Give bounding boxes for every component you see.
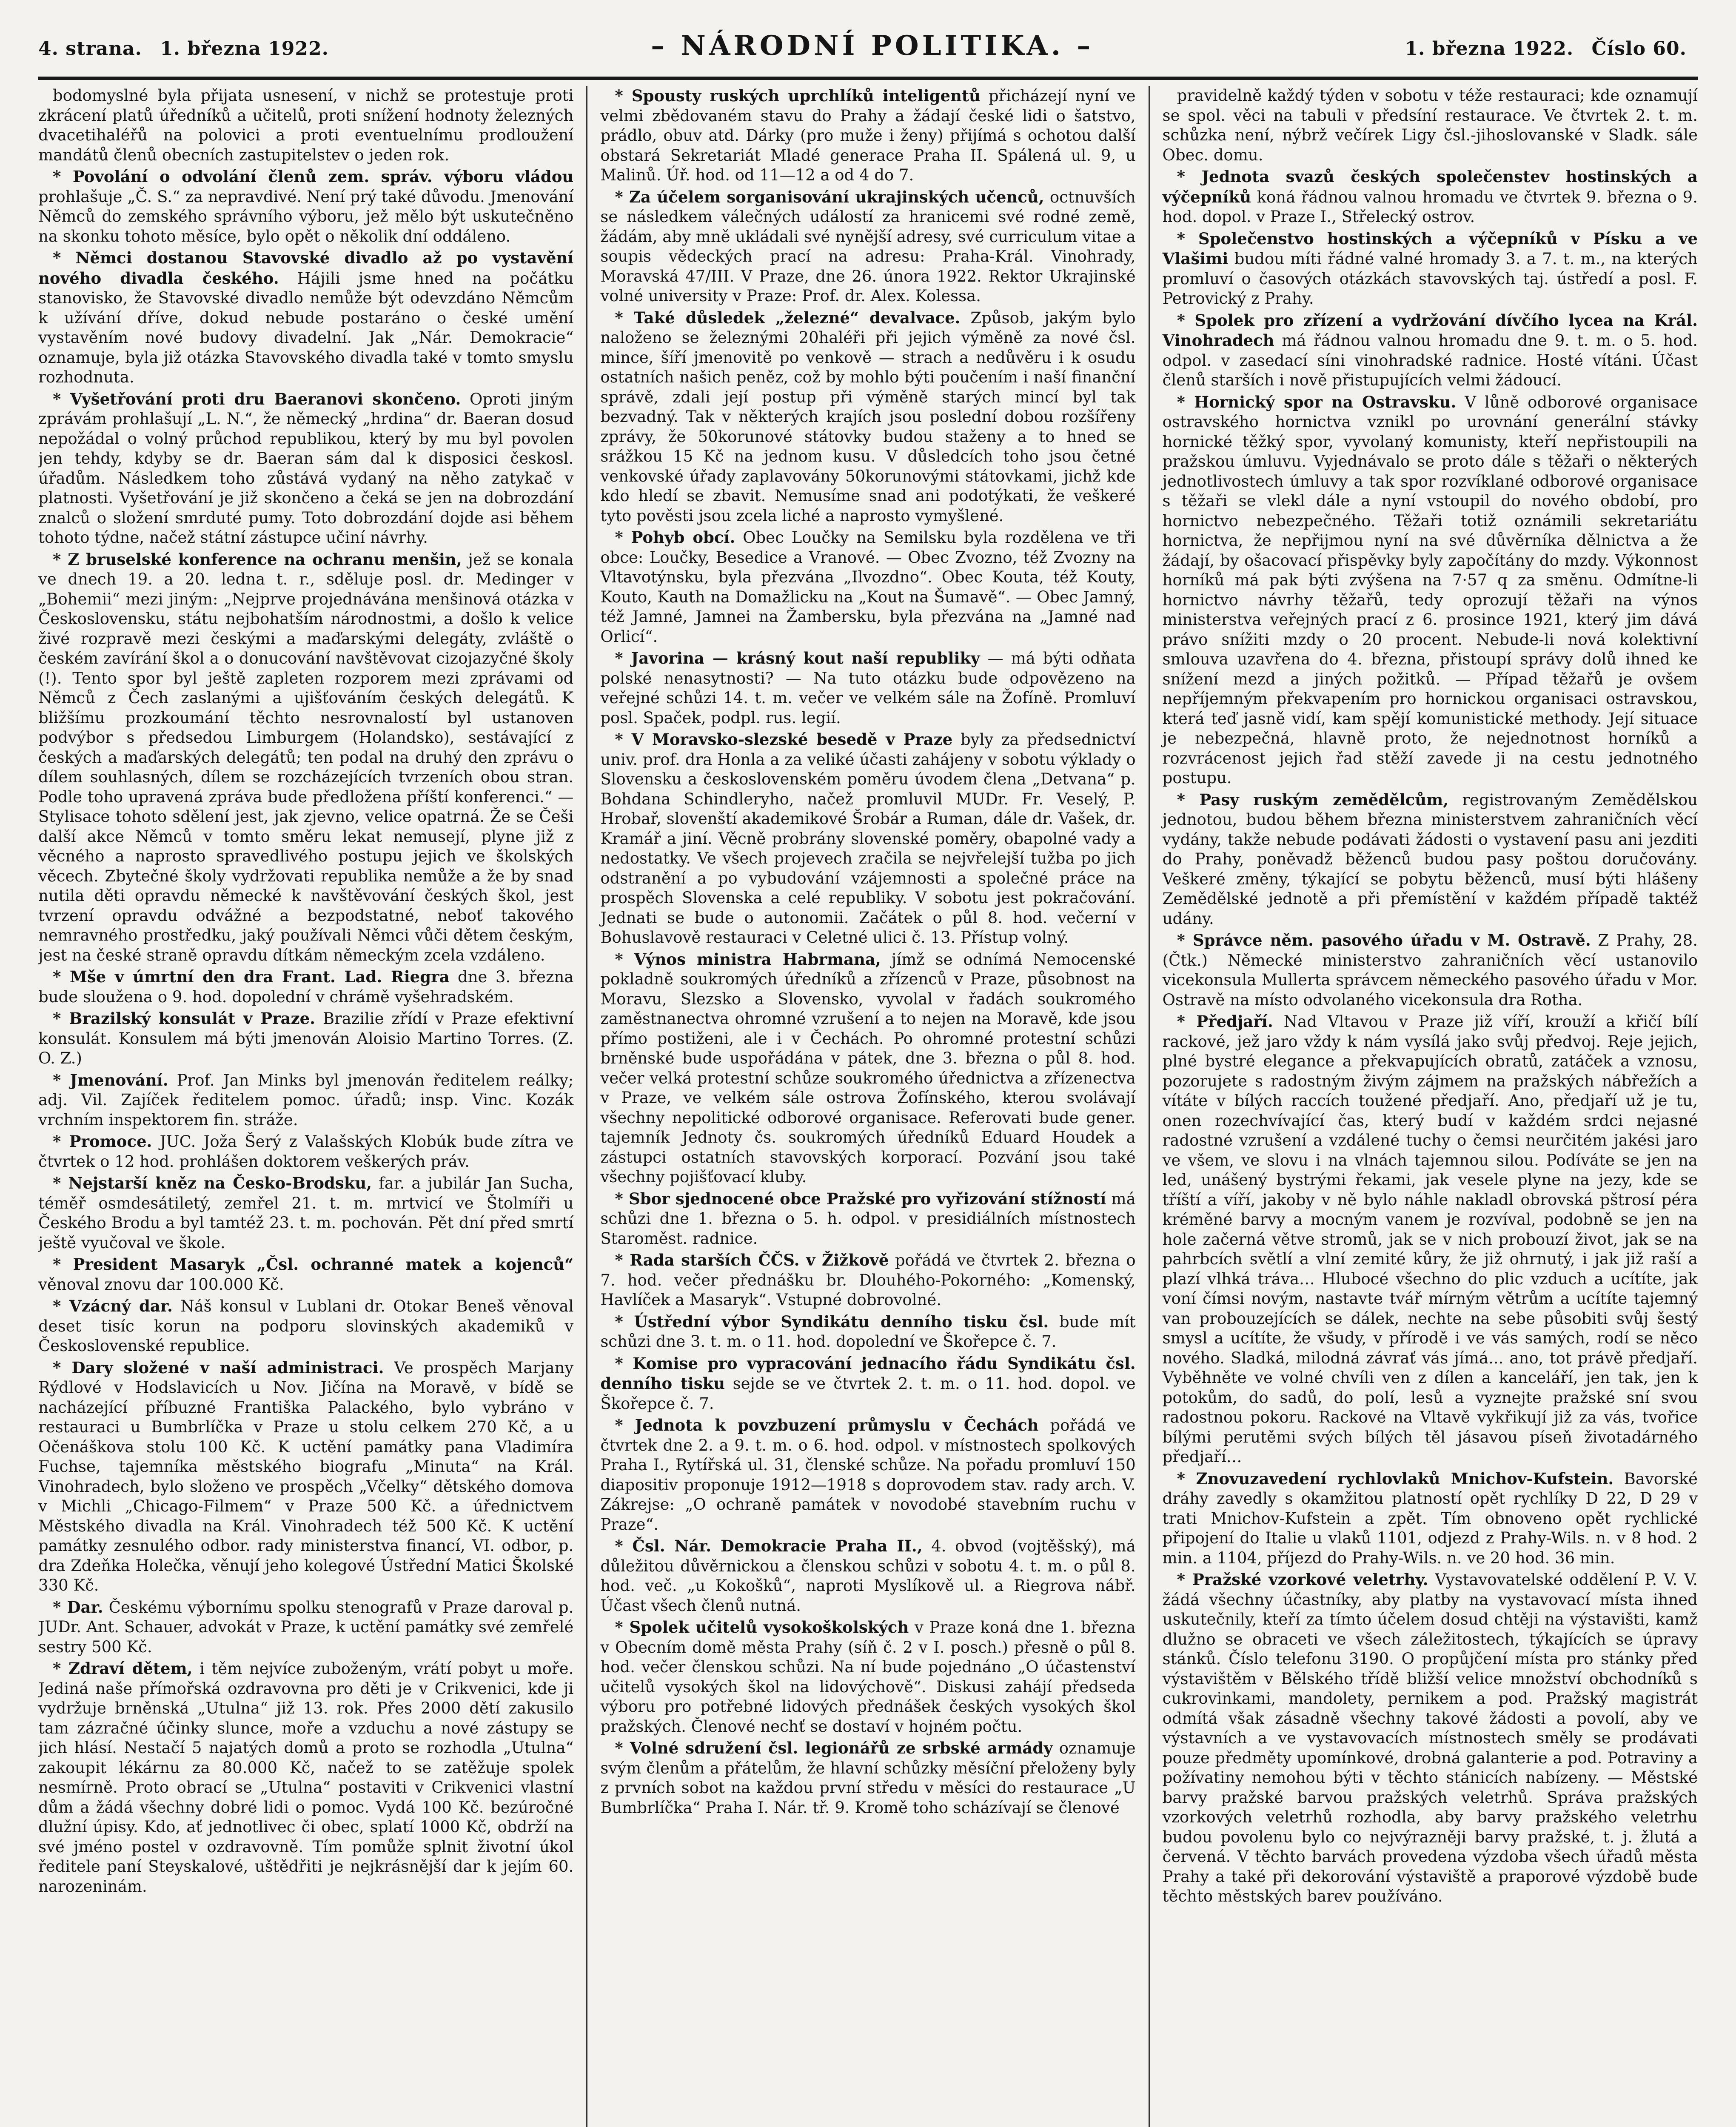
issue-number: Číslo 60.: [1591, 38, 1687, 60]
asterisk-marker: *: [1177, 1469, 1196, 1488]
asterisk-marker: *: [53, 1659, 68, 1678]
article-text: Z Prahy, 28. (Čtk.) Německé ministerstvo zahraničních věcí ustanovilo vicekonsula Mullerta správcem německého pasového úřadu v Mor. Ostravě na místo odvolaného vicekonsula dra Rotha.: [1162, 931, 1698, 1009]
article-text: Nad Vltavou v Praze již víří, krouží a křičí bílí rackové, jež jaro vždy k nám vysílá jako svůj předvoj. Reje jejich, plné bystré elegance a překvapujících obratů, zatáček a vznosu, pozorujete s radostným živým zájmem na pražských nábřežích a vítáte v bílých raccích toužené předjaří. Ano, předjaří už je tu, onen rozechvívající čas, který budí v každém srdci nejasné radostné vzrušení a vzdálené tuchy o čemsi neurčitém jakési jaro ve všem, ve slovu i na vlnách tajemnou silou. Podíváte se jen na led, unášený bystrými řekami, jak vesele plyne na jezy, kde se tříští a víří, jakoby v ně bylo náhle nakladl obrovská pštrosí péra kréměné barvy a mocným vanem je rozvíval, podobně se jen na hole začerná větve stromů, jak se v nich probouzí život, jak se na pahrbcích světlí a vlní zemité kůry, že již ohrnutý, i jak již raší a plazí vlhká tráva… Hlubocé všechno do plic vzduch a ucítíte, jak voní čímsi novým, nastavte tvář mírným větrům a ucítíte tajemný van probouzejících se dálek, nechte na sebe působiti svůj šestý smysl a ucítíte, že všudy, v přírodě i ve vás samých, rodí se něco nového. Sladká, milodná závrať vás jímá... ano, tot právě předjaří. Vyběhněte ve volné chvíli ven z dílen a kanceláří, jen tak, jen k potokům, do sadů, do polí, lesů a vyznejte pražské sní svou radostnou pokoru. Rackové na Vltavě vykřikují již za vás, tvořice bílými perutěmi svých bílých těl jásavou píseň životadárného předjaří…: [1162, 1012, 1698, 1466]
article-paragraph: [600, 187, 1135, 306]
article-headline: Jmenování.: [70, 1070, 168, 1089]
article-headline: Javorina — krásný kout naší republiky: [631, 649, 980, 667]
article-text: octnuvších se následkem válečných událostí za hranicemi své rodné země, žádám, aby mně ukládali své nynější adresy, své curriculum vitae a soupis vědeckých prací na adresu: Praha-Král. Vinohrady, Moravská 47/III. V Praze, dne 26. února 1922. Rektor Ukrajinské volné university v Praze: Prof. dr. Alex. Kolessa.: [600, 188, 1136, 305]
article-paragraph: [38, 550, 573, 966]
article-text: budou míti řádné valné hromady 3. a 7. t. m., na kterých promluví o časových otázkách stavovských taj. ústředí a posl. F. Petrovický z Prahy.: [1162, 250, 1698, 308]
article-text: sejde se ve čtvrtek 2. t. m. o 11. hod. dopol. ve Škořepce č. 7.: [600, 1374, 1136, 1413]
article-headline: Spolek pro zřízení a vydržování dívčího lycea na Král. Vinohradech: [1162, 311, 1698, 350]
asterisk-marker: *: [1177, 311, 1195, 330]
article-text: JUC. Joža Šerý z Valašských Klobúk bude zítra ve čtvrtek o 12 hod. prohlášen doktorem veškerých práv.: [38, 1132, 574, 1171]
column-1: [38, 86, 586, 2127]
article-text: Vystavovatelské oddělení P. V. V. žádá všechny účastníky, aby platby na vystavovací místa ihned uskutečnily, kteří za tímto účelem dosud chtěji na výstavišti, kamž dlužno se obraceti ve všech záležitostech, týkajících se úpravy stánků. Číslo telefonu 3190. O propůjčení místa pro stánky před výstavištěm v Bělského třídě bližší velice množství obchodníků s cukrovinkami, mandolety, pernikem a pod. Pražský magistrát odmítá však zásadně všechny takové žádosti a povolí, aby ve výstavních a ve vystavovacích místnostech směly se prodávati pouze předměty upomínkové, drobná galanterie a pod. Potraviny a požívatiny nemohou býti v těchto stánicích nabízeny. — Městské barvy pražské barvou pražských veletrhů. Správa pražských vzorkových veletrhů rozhodla, aby barvy pražského veletrhu budou povolenu bylo co nejvýrazněji barvy pražské, t. j. žlutá a červená. V těchto barvách provedena výzdoba všech úřadů města Prahy a také při dekorování výstaviště a praporové výzdobě bude těchto městských barev používáno.: [1162, 1571, 1698, 1905]
article-columns: [38, 86, 1698, 2127]
article-paragraph: [1163, 86, 1698, 165]
article-text: registrovaným Zemědělskou jednotou, budou během března ministerstvem zahraničních věcí vydány, takže nebude podávati žádosti o vystavení pasu ani jezditi do Prahy, poněvadž běženců budou pasy poštou doručovány. Veškeré změny, týkající se pobytu běženců, musí býti hlášeny Zemědělské jednotě a při přemístění v každém případě taktéž udány.: [1162, 790, 1698, 928]
asterisk-marker: *: [53, 248, 76, 267]
asterisk-marker: *: [1177, 1570, 1192, 1589]
article-paragraph: [38, 248, 573, 388]
asterisk-marker: *: [53, 967, 70, 986]
article-paragraph: [1163, 790, 1698, 929]
article-paragraph: [1163, 1570, 1698, 1907]
article-paragraph: [600, 1189, 1135, 1249]
page-number: 4. strana.: [38, 38, 142, 60]
article-headline: V Moravsko-slezské besedě v Praze: [631, 730, 953, 749]
article-headline: Předjaří.: [1196, 1012, 1273, 1031]
article-paragraph: [600, 1250, 1135, 1310]
article-text: oznamuje svým členům a přátelům, že hlavní schůzky měsíční přeloženy byly z prvních sobot na každou první středu v měsíci do restaurace „U Bumbrlíčka“ Praha I. Nár. tř. 9. Kromě toho scházívají se členové: [600, 1739, 1136, 1817]
article-paragraph: [38, 1132, 573, 1172]
article-text: přicházejí nyní ve velmi zbědovaném stavu do Prahy a žádají české lidi o šatstvo, prádlo, obuv atd. Dárky (pro muže i ženy) přijímá s ochotou další obstará Sekretariát Mladé generace Praha II. Spálená ul. 9, u Malinů. Úř. hod. od 11—12 a od 4 do 7.: [600, 87, 1136, 184]
article-text: far. a jubilár Jan Sucha, téměř osmdesátiletý, zemřel 21. t. m. mrtvicí ve Štolmíři u Českého Brodu a byl tamtéž 23. t. m. pochován. Pět dní před smrtí ještě vyučoval ve škole.: [38, 1174, 574, 1252]
asterisk-marker: *: [615, 1189, 629, 1208]
article-text: Způsob, jakým bylo naloženo se železnými 20haléři při jejich výměně za nové čsl. mince, šíří jmenovitě po venkově — strach a nedůvěru i k osudu ostatních našich peněz, což by mohlo býti poučením i naší finanční správě, zdali její postup při výměně starých mincí byl tak bezvadný. Tak v některých krajích jsou poslední dobou rozšířeny zprávy, že 50korunové státovky budou staženy a to hned se srážkou 15 Kč na jednom kusu. V důsledcích toho jsou četné venkovské úřady zaplavovány 50korunovými státovkami, jichž kde kdo hledí se zbavit. Nemusíme snad ani podotýkati, že veškeré tyto pověsti jsou zcela liché a naprosto vymyšlené.: [600, 308, 1136, 525]
article-paragraph: [600, 1617, 1135, 1736]
article-paragraph: [38, 1597, 573, 1657]
article-paragraph: [1163, 1469, 1698, 1568]
article-headline: Dar.: [67, 1597, 103, 1617]
asterisk-marker: *: [615, 1537, 633, 1555]
asterisk-marker: *: [615, 1251, 630, 1269]
article-paragraph: [600, 1415, 1135, 1534]
article-paragraph: [600, 1312, 1135, 1352]
article-text: prohlašuje „Č. S.“ za nepravdivé. Není prý také důvodu. Jmenování Němců do zemského správního výboru, jež mělo být uskutečněno na skonku tohoto měsíce, bylo opět o několik dní oddáleno.: [38, 187, 574, 245]
article-text: v Praze koná dne 1. března v Obecním domě města Prahy (síň č. 2 v I. posch.) přesně o půl 8. hod. večer členskou schůzi. Na ní bude pojednáno „O účastenství učitelů vysokých škol na lidovýchově“. Diskusi zahájí předseda výboru pro potřebné lidových přednášek českých vysokých škol pražských. Členové nechť se dostaví v hojném počtu.: [600, 1618, 1136, 1736]
asterisk-marker: *: [615, 187, 629, 206]
column-2: [586, 86, 1148, 2127]
article-text: má řádnou valnou hromadu dne 9. t. m. o 5. hod. odpol. v zasedací síni vinohradské radnice. Hosté vítáni. Účast členů starších i nově přistupujících velmi žádoucí.: [1162, 331, 1698, 389]
asterisk-marker: *: [53, 550, 68, 569]
masthead-left: [38, 38, 340, 60]
article-headline: Znovuzavedení rychlovlaků Mnichov-Kufstein.: [1196, 1469, 1614, 1488]
article-text: pořádá ve čtvrtek dne 2. a 9. t. m. o 6. hod. odpol. v místnostech spolkových Praha I., Rytířská ul. 31, členské schůze. Na pořadu promluví 150 diapositiv proponuje 1912—1918 s doprovodem stav. rady arch. V. Zákrejse: „O ochraně památek v novodobé stavebním ruchu v Praze“.: [600, 1416, 1136, 1534]
article-headline: Správce něm. pasového úřadu v M. Ostravě.: [1192, 931, 1591, 949]
article-headline: Vzácný dar.: [69, 1297, 173, 1315]
asterisk-marker: *: [615, 528, 631, 547]
article-text: věnoval znovu dar 100.000 Kč.: [38, 1275, 284, 1294]
article-paragraph: [38, 1659, 573, 1896]
article-headline: Dary složené v naší administraci.: [71, 1358, 384, 1377]
article-headline: Povolání o odvolání členů zem. správ. výboru vládou: [72, 167, 574, 186]
article-text: V lůně odborové organisace ostravského hornictva vznikl po urovnání generální stávky hornické těžký spor, vyvolaný komunisty, kteří nepřistoupili na pražskou úmluvu. Vyjednávalo se proto dále s těžaři o některých jednotlivostech úmluvy a tak spor rozvíklané odborové organisace s těžaři se vlekl dále a nyní vstoupil do nového období, pro hornictvo nebezpečného. Těžaři totiž oznámili sekretariátu hornictva, že nepřijmou nyní na své důvěrníka dělnictva a že žádají, by ošacovací přispěvky byly započítány do mzdy. Výkonnost horníků má pak býti zvýšena na 7·57 q za směnu. Odmítne-li hornictvo návrhy těžařů, tedy oprozují těžaři na výnos ministerstva veřejných prací z 6. prosince 1921, který jim dává právo snížiti mzdy o 20 procent. Nebude-li nová kolektivní smlouva uzavřena do 4. března, přistoupí správy dolů ihned ke snížení mezd a jiných požitků. — Případ těžařů je ovšem nepříjemným překvapením pro hornickou organisaci ostravskou, která teď jasně vidí, kam spějí komunistické methody. Její situace je nebezpečná, hlavně proto, že nejednotnost horníků a rozvrácenost jejich řad stěží zavede ji na cestu jednotného postupu.: [1162, 393, 1698, 787]
article-paragraph: [38, 1009, 573, 1069]
article-paragraph: [600, 308, 1135, 526]
article-headline: Za účelem sorganisování ukrajinských učenců,: [629, 187, 1044, 206]
article-headline: Spousty ruských uprchlíků inteligentů: [631, 86, 981, 105]
article-text: koná řádnou valnou hromadu ve čtvrtek 9. března o 9. hod. dopol. v Praze I., Střelecký ostrov.: [1162, 188, 1698, 226]
article-text: Oproti jiným zprávám prohlašují „L. N.“, že německý „hrdina“ dr. Baeran dosud nepožádal o volný průchod republikou, který by mu byl povolen jen tehdy, kdyby se dr. Baeran sám dal k disposici českosl. úřadům. Následkem toho zůstává vydaný na něho zatykač v platnosti. Vyšetřování je již skončeno a čeká se jen na dobrozdání znalců o složení smrduté pumy. Toto dobrozdání dojde asi během tohoto týdne, načež státní zástupce učiní návrhy.: [38, 390, 574, 547]
article-paragraph: [600, 86, 1135, 185]
article-headline: Jednota k povzbuzení průmyslu v Čechách: [635, 1416, 1039, 1434]
article-headline: Volné sdružení čsl. legionářů ze srbské armády: [630, 1739, 1053, 1757]
article-text: i těm nejvíce zuboženým, vrátí pobyt u moře. Jediná naše přímořská ozdravovna pro děti je v Crikvenici, kde ji vydržuje brněnská „Utulna“ již 13. rok. Přes 2000 dětí zakusilo tam zázračné účinky slunce, moře a vzduchu a nové zástupy se jich hlásí. Nestačí 5 najatých domů a proto se rozhodla „Utulna“ zakoupit lékárnu za 80.000 Kč, načež to se zatěžuje spolek nesmírně. Proto obrací se „Utulna“ postaviti v Crikvenici vlastní dům a žádá všechny dobré lidi o pomoc. Vydá 100 Kč. bezúročné dlužní úpisy. Kdo, ať jednotlivec či obec, splatí 1000 Kč, obdrží na své jméno postel v ozdravovně. Tím pomůže splnit životní úkol ředitele paní Steyskalové, uštědřiti je nejkrásnější dar k jejím 60. narozeninám.: [38, 1659, 574, 1896]
asterisk-marker: *: [615, 949, 634, 969]
article-paragraph: [38, 1296, 573, 1356]
asterisk-marker: *: [53, 1297, 69, 1315]
article-text: pořádá ve čtvrtek 2. března o 7. hod. večer přednášku br. Dlouhého-Pokorného: „Komenský, Havlíček a Masaryk“. Vstupné dobrovolné.: [600, 1251, 1136, 1309]
article-text: bodomyslné byla přijata usnesení, v nichž se protestuje proti zkrácení platů úředníků a učitelů, proti snížení hodnoty železných dvacetihaléřů na polovici a proti eventuelnímu prodloužení mandátů členů obecních zastupitelstev o jeden rok.: [38, 86, 574, 164]
article-paragraph: [38, 1173, 573, 1253]
article-text: bude mít schůzi dne 3. t. m. o 11. hod. dopolední ve Škořepce č. 7.: [600, 1312, 1136, 1351]
asterisk-marker: *: [615, 1354, 633, 1373]
article-paragraph: [1163, 930, 1698, 1010]
article-text: jímž se odnímá Nemocenské pokladně soukromých úředníků a zřízenců v Praze, působnost na Moravu, Slezsko a Slovensko, vyvolal v řadách soukromého zaměstnanectva ohromné vzrušení a to nejen na Moravě, kde jsou přímo postiženi, ale i v Čechách. Po ohromné protestní schůzi brněnské bude uspořádána v pátek, dne 3. března o půl 8. hod. večer velká protestní schůze soukromého úřednictva a zřízenectva v Praze, ve velkém sále ostrova Žofínského, kterou svolávají všechny nepolitické odborové organisace. Referovati bude gener. tajemník Jednoty čs. soukromých úředníků Eduard Houdek a zástupci ostatních stavovských korporací. Pozvání jsou také všechny pojišťovací kluby.: [600, 950, 1136, 1186]
article-paragraph: [600, 949, 1135, 1187]
article-paragraph: [1163, 167, 1698, 227]
asterisk-marker: *: [53, 1358, 72, 1377]
article-paragraph: [600, 730, 1135, 948]
article-paragraph: [38, 389, 573, 548]
masthead: [38, 30, 1698, 80]
article-headline: Nejstarší kněz na Česko-Brodsku,: [68, 1174, 372, 1192]
article-headline: Ústřední výbor Syndikátu denního tisku čsl.: [634, 1312, 1049, 1331]
article-text: Náš konsul v Lublani dr. Otokar Beneš věnoval deset tisíc korun na podporu slovinských akademiků v Československé republice.: [38, 1297, 574, 1355]
article-headline: Komise pro vypracování jednacího řádu Syndikátu čsl. denního tisku: [600, 1354, 1136, 1393]
article-headline: Brazilský konsulát v Praze.: [69, 1009, 316, 1028]
article-paragraph: [600, 648, 1135, 728]
article-headline: President Masaryk „Čsl. ochranné matek a kojenců“: [73, 1255, 574, 1274]
asterisk-marker: *: [53, 389, 71, 408]
asterisk-marker: *: [53, 167, 73, 186]
asterisk-marker: *: [1177, 790, 1200, 809]
asterisk-marker: *: [1177, 229, 1198, 248]
article-paragraph: [1163, 392, 1698, 788]
asterisk-marker: *: [53, 1009, 69, 1028]
newspaper-title: – NÁRODNÍ POLITIKA. –: [651, 30, 1094, 62]
asterisk-marker: *: [1177, 931, 1193, 949]
article-headline: Hornický spor na Ostravsku.: [1194, 392, 1457, 411]
asterisk-marker: *: [53, 1070, 70, 1089]
asterisk-marker: *: [615, 730, 632, 749]
article-paragraph: [38, 967, 573, 1007]
article-text: dne 3. března bude sloužena o 9. hod. dopolední v chrámě vyšehradském.: [38, 968, 574, 1006]
asterisk-marker: *: [615, 308, 634, 327]
article-paragraph: [1163, 1012, 1698, 1467]
article-paragraph: [1163, 311, 1698, 391]
article-headline: Čsl. Nár. Demokracie Praha II.,: [632, 1537, 923, 1555]
article-text: Hájili jsme hned na počátku stanovisko, že Stavovské divadlo nemůže být odevzdáno Němcům k užívání dříve, dokud nebude postaráno o české umění vystavěním nové budovy divadelní. Jak „Nár. Demokracie“ oznamuje, byla již otázka Stavovského divadla také v tomto smyslu rozhodnuta.: [38, 269, 574, 386]
article-text: jež se konala ve dnech 19. a 20. ledna t. r., sděluje posl. dr. Medinger v „Bohemii“ mezi jiným: „Nejprve projednávána menšinová otázka v Československu, státu nejbohatším národnostmi, a došlo k velice živé rozpravě mezi českými a maďarskými delegáty, zvláště o českém zavírání škol a o donucování navštěvovat cizojazyčné školy (!). Tento spor byl ještě zapleten rozporem mezi zprávami od Němců z Čech zaslanými a ujišťováním českých delegátů. K bližšímu prozkoumání těchto nesrovnalostí byl ustanoven podvýbor s předsedou Limburgem (Holandsko), sestávající z českých a maďarských delegátů; ten podal na druhý den zprávu o dílem souhlasných, dílem se rozcházejících tvrzeních obou stran. Podle toho upravená zpráva bude předložena příští konferenci.“ — Stylisace tohoto sdělení jest, jak zjevno, velice opatrná. Že se Češi další akce Němců v tomto směru lekat nemusejí, plyne již z věcného a naprosto spravedlivého postupu jejich ve školských věcech. Zbytečné školy vydržovati republika nemůže a že by snad nutila děti opravdu německé k navštěvování českých škol, jest tvrzení opravdu odvážné a bezpodstatné, neboť takového nemravného prostředku, jaký používali Němci vůči dětem českým, jest na české straně opravdu dítkám německým zcela vzdáleno.: [38, 550, 574, 964]
article-text: 4. obvod (vojtěšský), má důležitou důvěrnickou a členskou schůzi v sobotu 4. t. m. o půl 8. hod. več. „u Kokošků“, naproti Myslíkově ul. a Riegrova nábř. Účast všech členů nutná.: [600, 1537, 1136, 1615]
masthead-right: [1405, 38, 1698, 60]
article-text: Brazilie zřídí v Praze efektivní konsulát. Konsulem má býti jmenován Aloisio Martino Torres. (Z. O. Z.): [38, 1009, 574, 1067]
article-paragraph: [38, 1255, 573, 1294]
article-text: — má býti odňata polské nenasytnosti? — Na tuto otázku bude odpovězeno na veřejné schůzi 14. t. m. večer ve velkém sále na Žofíně. Promluví posl. Spaček, podpl. rus. legií.: [600, 649, 1136, 727]
article-headline: Spolek učitelů vysokoškolských: [629, 1618, 909, 1637]
article-headline: Zdraví dětem,: [68, 1659, 193, 1678]
asterisk-marker: *: [53, 1132, 69, 1151]
article-text: Českému výbornímu spolku stenografů v Praze daroval p. JUDr. Ant. Schauer, advokát v Praze, k uctění památky své zemřelé sestry 500 Kč.: [38, 1598, 574, 1656]
asterisk-marker: *: [615, 86, 632, 105]
article-text: Ve prospěch Marjany Rýdlové v Hodslavicích u Nov. Jičína na Moravě, v bídě se nacházející příbuzné Františka Palackého, bylo vybráno v restauraci u Bumbrlíčka v Praze u stolu celkem 270 Kč, a u Očenáškova stolu 100 Kč. K uctění památky pana Vladimíra Fuchse, tajemníka městského biografu „Minuta“ na Král. Vinohradech, bylo složeno ve prospěch „Včelky“ dětského domova v Michli „Chicago-Filmem“ v Praze 500 Kč. a úřednictvem Městského divadla na Král. Vinohradech též 500 Kč. K uctění památky zesnulého odbor. rady ministerstva financí, VI. odbor, p. dra Zdeňka Holečka, věnují jeho kolegové Ústřední Matici Školské 330 Kč.: [38, 1358, 574, 1594]
asterisk-marker: *: [53, 1255, 73, 1274]
article-headline: Pohyb obcí.: [631, 528, 735, 547]
article-text: má schůzi dne 1. března o 5. h. odpol. v presidiálních místnostech Staroměst. radnice.: [600, 1189, 1136, 1248]
asterisk-marker: *: [615, 1739, 630, 1757]
article-paragraph: [38, 167, 573, 246]
issue-date-left: 1. března 1922.: [160, 38, 329, 60]
article-text: Obec Loučky na Semilsku byla rozdělena ve tři obce: Loučky, Besedice a Vranové. — Obec Zvozno, též Zvozny na Vltavotýnsku, byla přezvána „Ilvozdno“. Obec Kouta, též Kouty, Kouto, Kauth na Domažlicku na „Kout na Šumavě“. — Obec Jamný, též Jamné, Jamnei na Žambersku, byla přezvána na „Jamné nad Orlicí“.: [600, 528, 1136, 646]
asterisk-marker: *: [1177, 167, 1202, 186]
article-headline: Vyšetřování proti dru Baeranovi skončeno.: [70, 389, 461, 408]
article-text: Bavorské dráhy zavedly s okamžitou platností opět rychlíky D 22, D 29 v trati Mnichov-Kufstein a zpět. Tím obnoveno opět rychlické připojení do Italie u vlaků 1101, odjezd z Prahy-Wils. n. v 8 hod. 2 min. a 1104, příjezd do Prahy-Wils. n. ve 20 hod. 36 min.: [1162, 1469, 1698, 1567]
article-headline: Sbor sjednocené obce Pražské pro vyřizování stížností: [628, 1189, 1106, 1208]
asterisk-marker: *: [53, 1174, 68, 1192]
article-text: pravidelně každý týden v sobotu v téže restauraci; kde oznamují se spol. věci na tabuli v předsíní restaurace. Ve čtvrtek 2. t. m. schůzka není, nýbrž večírek Ligy čsl.-jihoslovanské v Sladk. sále Obec. domu.: [1162, 86, 1698, 164]
article-headline: Rada starších ČČS. v Žižkově: [630, 1251, 889, 1269]
article-headline: Společenstvo hostinských a výčepníků v Písku a ve Vlašimi: [1162, 229, 1698, 268]
article-paragraph: [38, 86, 573, 165]
article-paragraph: [38, 1070, 573, 1130]
article-paragraph: [600, 1738, 1135, 1818]
article-headline: Mše v úmrtní den dra Frant. Lad. Riegra: [69, 967, 450, 986]
article-headline: Jednota svazů českých společenstev hostinských a výčepníků: [1162, 167, 1698, 206]
issue-date-right: 1. března 1922.: [1405, 38, 1574, 60]
article-headline: Z bruselské konference na ochranu menšin,: [68, 550, 462, 569]
article-text: byly za předsednictví univ. prof. dra Honla a za veliké účasti zahájeny v sobotu výklady o Slovensku a československém poměru úvodem člena „Detvana“ p. Bohdana Schindleryho, načež promluvil MUDr. Fr. Veselý, P. Hrobař, slovenští akademikové Šrobár a Ruman, dále dr. Vašek, dr. Kramář a jiní. Věcně probrány slovenské poměry, obapolné vady a nedostatky. Ve všech projevech zračila se nejvřelejší tužba po jich odstranění a po vybudování vzájemnosti a společné práce na prospěch Slovenska a celé republiky. V sobotu jest pokračování. Jednati se bude o autonomii. Začátek o půl 8. hod. večerní v Bohuslavově restauraci v Celetné ulici č. 13. Přístup volný.: [600, 730, 1136, 947]
article-headline: Promoce.: [69, 1132, 152, 1151]
asterisk-marker: *: [615, 1416, 635, 1434]
article-paragraph: [600, 1536, 1135, 1616]
article-paragraph: [600, 527, 1135, 647]
asterisk-marker: *: [53, 1597, 67, 1617]
asterisk-marker: *: [615, 649, 631, 667]
article-headline: Také důsledek „železné“ devalvace.: [633, 308, 961, 327]
column-3: [1149, 86, 1698, 2127]
article-headline: Němci dostanou Stavovské divadlo až po vystavění nového divadla českého.: [38, 248, 574, 288]
asterisk-marker: *: [1177, 1012, 1197, 1031]
article-headline: Pasy ruským zemědělcům,: [1199, 790, 1449, 809]
asterisk-marker: *: [615, 1312, 634, 1331]
asterisk-marker: *: [1177, 392, 1194, 411]
article-headline: Pražské vzorkové veletrhy.: [1192, 1570, 1428, 1589]
article-paragraph: [38, 1358, 573, 1596]
article-paragraph: [1163, 229, 1698, 309]
article-paragraph: [600, 1354, 1135, 1414]
article-text: Prof. Jan Minks byl jmenován ředitelem reálky; adj. Vil. Zajíček ředitelem pomoc. úřadů; insp. Vinc. Kozák vrchním inspektorem fin. stráže.: [38, 1071, 574, 1129]
asterisk-marker: *: [615, 1618, 630, 1637]
article-headline: Výnos ministra Habrmana,: [634, 949, 881, 969]
